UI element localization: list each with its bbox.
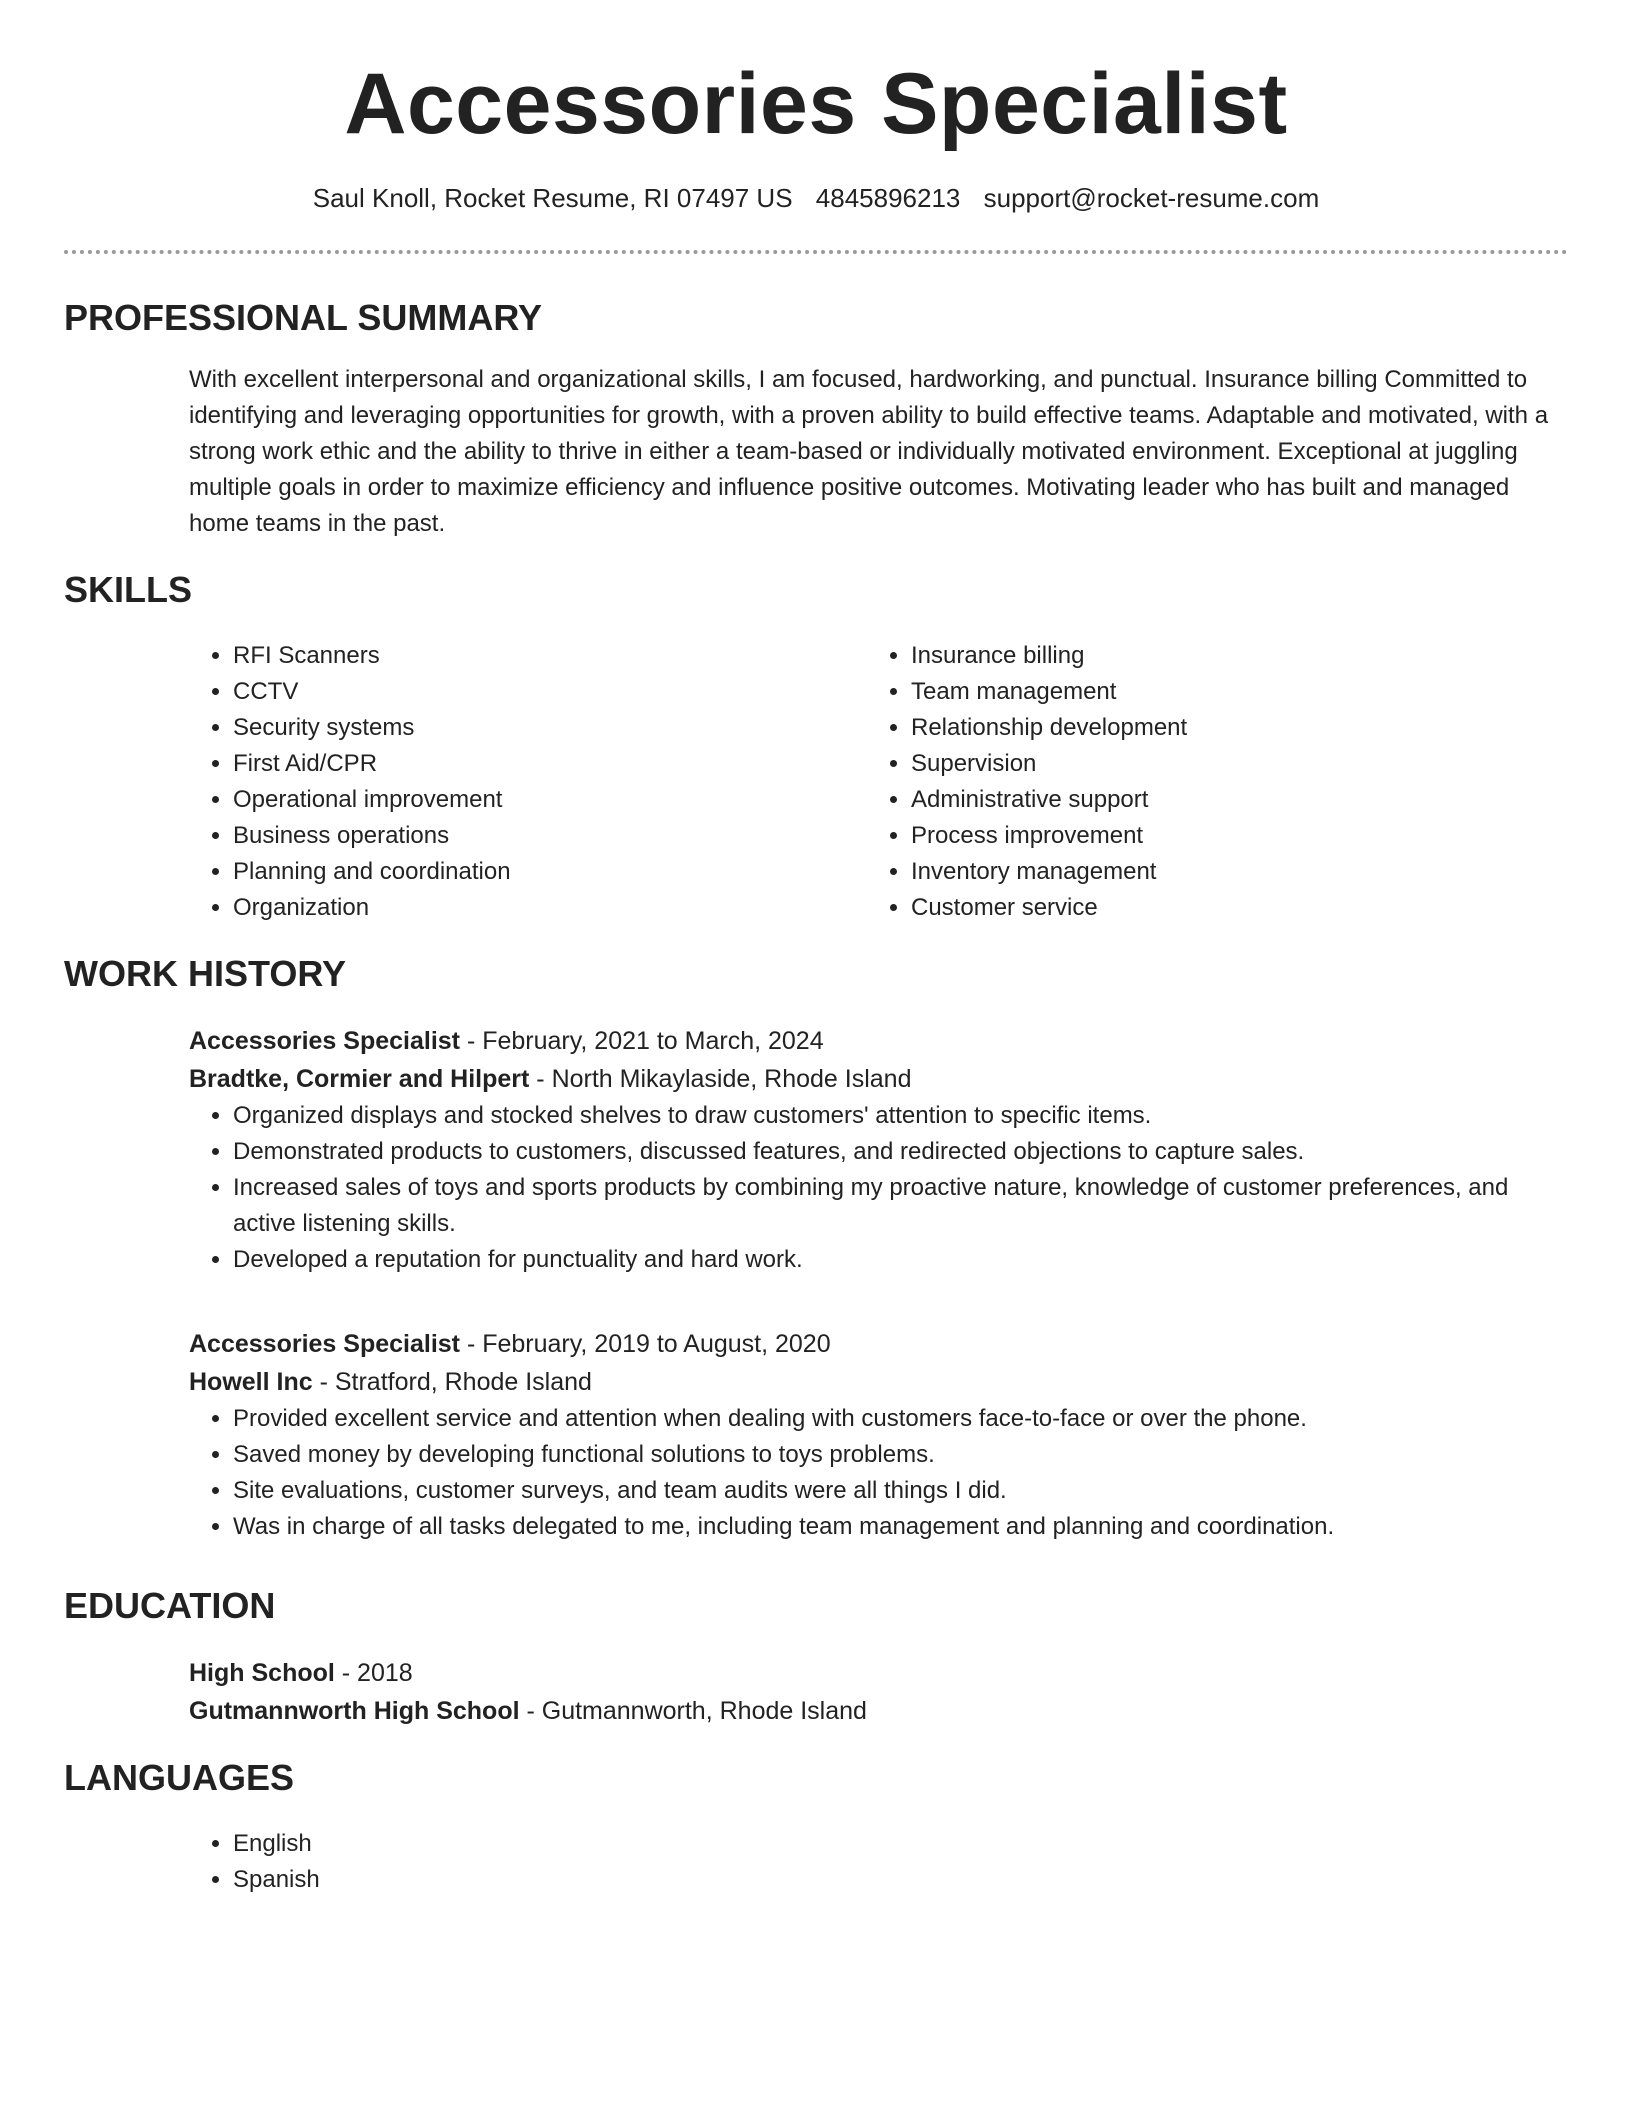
education-year: - 2018 (334, 1659, 413, 1687)
skill-item: • First Aid/CPR (233, 746, 809, 782)
job-title: Accessories Specialist (189, 1330, 460, 1358)
skill-item: • Administrative support (911, 782, 1487, 818)
skill-item: • Inventory management (911, 854, 1487, 890)
job-bullet: • Increased sales of toys and sports products by combining my proactive nature, knowledge of customer preferences, and active listening skills. (233, 1170, 1569, 1242)
job-bullets (189, 1401, 1569, 1545)
skill-item: • Customer service (911, 890, 1487, 926)
job-location: - Stratford, Rhode Island (312, 1368, 592, 1396)
summary-text: With excellent interpersonal and organizational skills, I am focused, hardworking, and punctual. Insurance billing Committed to identifying and leveraging opportunities for growth, with a proven ability to build effective teams. Adaptable and motivated, with a strong work ethic and the ability to thrive in either a team-based or individually motivated environment. Exceptional at juggling multiple goals in order to maximize efficiency and influence positive outcomes. Motivating leader who has built and managed home teams in the past. (189, 366, 1549, 537)
job-entry (189, 1325, 1569, 1545)
job-company-line (189, 1060, 1569, 1098)
job-entry (189, 1022, 1569, 1278)
languages-heading: LANGUAGES (64, 1757, 295, 1798)
job-bullet: • Provided excellent service and attention when dealing with customers face-to-face or over the phone. (233, 1401, 1569, 1437)
work-heading: WORK HISTORY (64, 953, 347, 994)
job-bullet: • Saved money by developing functional solutions to toys problems. (233, 1437, 1569, 1473)
skill-item: • Relationship development (911, 710, 1487, 746)
job-company: Howell Inc (189, 1368, 313, 1396)
skill-item: • Security systems (233, 710, 809, 746)
job-bullet: • Developed a reputation for punctuality and hard work. (233, 1242, 1569, 1278)
skills-list-left (189, 638, 809, 926)
job-title: Accessories Specialist (189, 1027, 460, 1055)
skill-item: • Insurance billing (911, 638, 1487, 674)
skills-right-column (867, 638, 1487, 926)
job-company: Bradtke, Cormier and Hilpert (189, 1065, 530, 1093)
contact-phone: 4845896213 (815, 183, 961, 213)
job-dates: - February, 2021 to March, 2024 (460, 1027, 824, 1055)
education-entry (189, 1654, 1569, 1730)
skill-item: • RFI Scanners (233, 638, 809, 674)
page-title: Accessories Specialist (344, 56, 1288, 152)
job-company-line (189, 1363, 1569, 1401)
skill-item: • Process improvement (911, 818, 1487, 854)
header-divider (64, 250, 1568, 254)
education-school-line (189, 1692, 1569, 1730)
skill-item: • Business operations (233, 818, 809, 854)
job-bullet: • Demonstrated products to customers, discussed features, and redirected objections to capture sales. (233, 1134, 1569, 1170)
skill-item: • CCTV (233, 674, 809, 710)
skills-list-right (867, 638, 1487, 926)
languages-entry (189, 1826, 1569, 1898)
skill-item: • Planning and coordination (233, 854, 809, 890)
job-title-line (189, 1325, 1569, 1363)
job-bullet: • Site evaluations, customer surveys, and team audits were all things I did. (233, 1473, 1569, 1509)
skills-left-column (189, 638, 809, 926)
education-heading: EDUCATION (64, 1585, 276, 1626)
contact-address: Saul Knoll, Rocket Resume, RI 07497 US (312, 183, 793, 213)
skill-item: • Supervision (911, 746, 1487, 782)
contact-line (0, 180, 1632, 216)
language-item: • Spanish (233, 1862, 1569, 1898)
job-bullet: • Was in charge of all tasks delegated to me, including team management and planning and coordination. (233, 1509, 1569, 1545)
job-bullets (189, 1098, 1569, 1278)
skill-item: • Team management (911, 674, 1487, 710)
skill-item: • Operational improvement (233, 782, 809, 818)
education-degree-line (189, 1654, 1569, 1692)
education-school: Gutmannworth High School (189, 1697, 520, 1725)
job-dates: - February, 2019 to August, 2020 (460, 1330, 831, 1358)
skills-heading: SKILLS (64, 569, 193, 610)
language-item: • English (233, 1826, 1569, 1862)
education-degree: High School (189, 1659, 335, 1687)
job-title-line (189, 1022, 1569, 1060)
job-location: - North Mikaylaside, Rhode Island (529, 1065, 912, 1093)
skill-item: • Organization (233, 890, 809, 926)
job-bullet: • Organized displays and stocked shelves to draw customers' attention to specific items. (233, 1098, 1569, 1134)
summary-heading: PROFESSIONAL SUMMARY (64, 297, 543, 338)
languages-list (189, 1826, 1569, 1898)
education-location: - Gutmannworth, Rhode Island (519, 1697, 867, 1725)
contact-email: support@rocket-resume.com (983, 183, 1320, 213)
